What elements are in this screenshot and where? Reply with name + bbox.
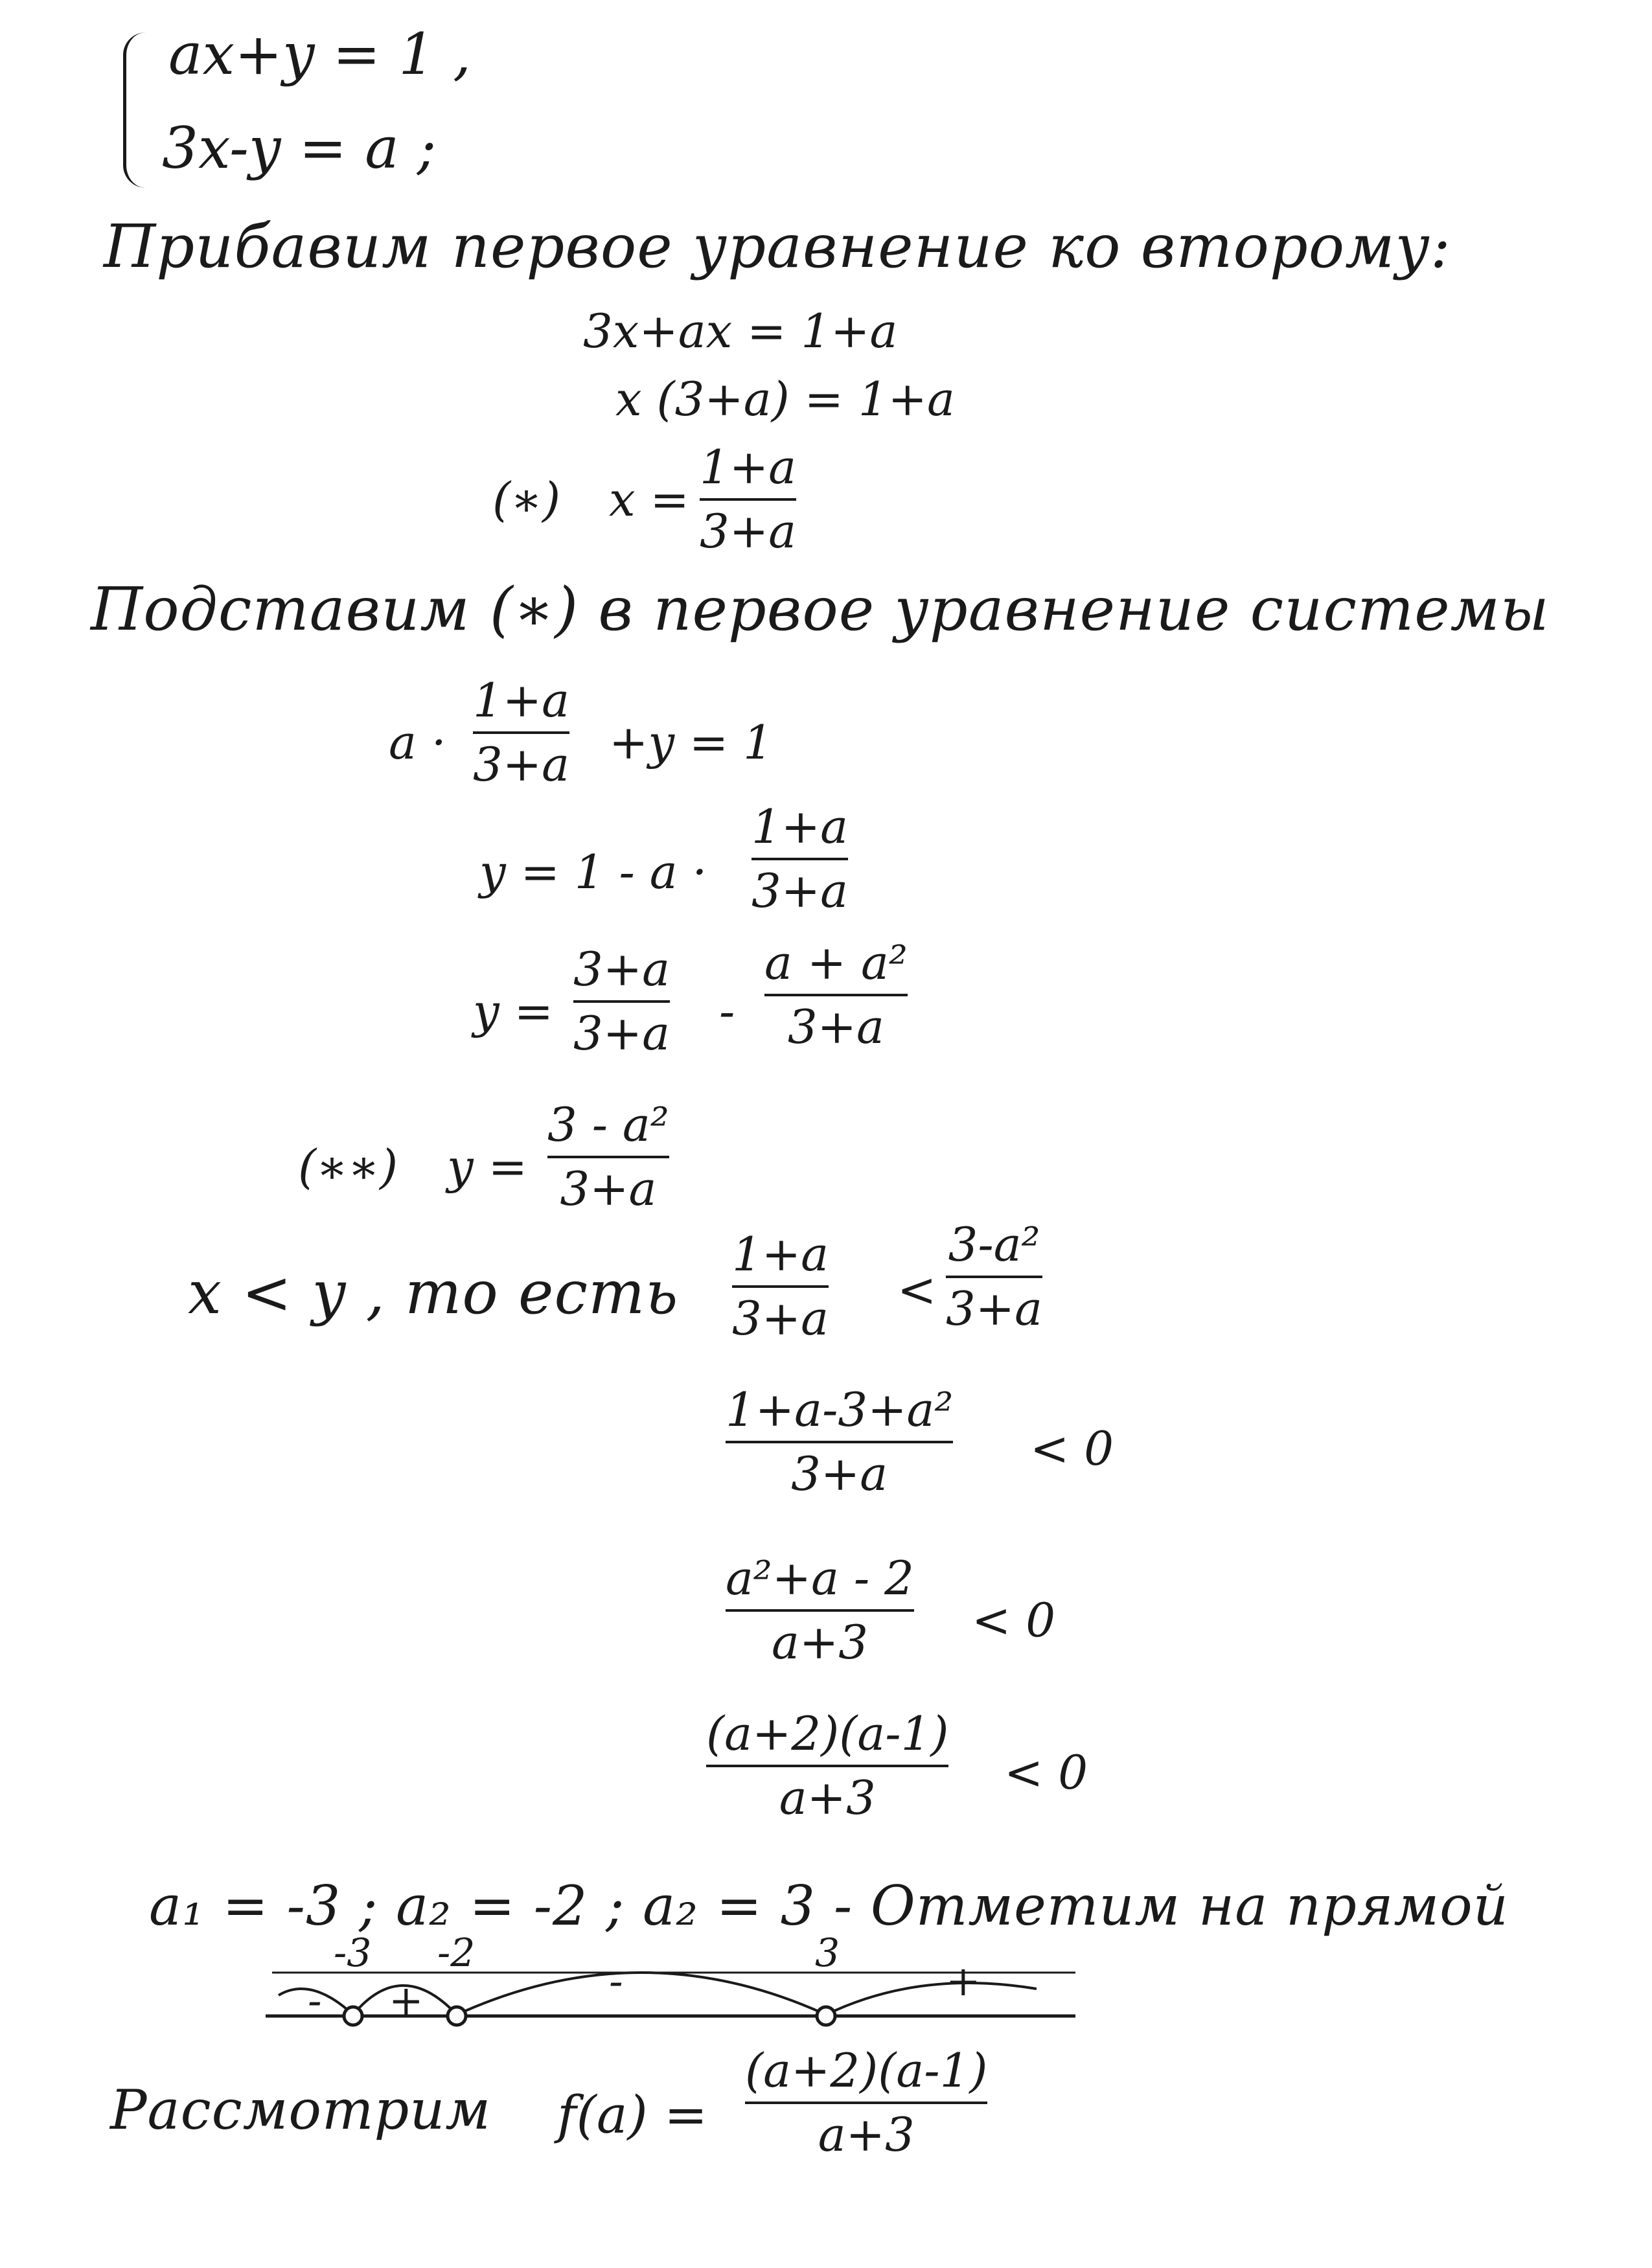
- arc-2: [457, 1973, 826, 2015]
- fraction-numerator: 1+a: [473, 673, 570, 727]
- step2-l4-mark: (∗∗): [298, 1140, 398, 1194]
- point-open-3: [817, 2007, 835, 2025]
- fraction-denominator: a+3: [779, 1770, 876, 1825]
- point-open-1: [344, 2007, 362, 2025]
- fraction-numerator: 3+a: [573, 942, 671, 996]
- step2-l1-a: a ·: [389, 715, 446, 770]
- fraction-numerator: a + a²: [764, 935, 908, 990]
- step2-l3-minus: -: [719, 984, 735, 1038]
- fraction-numerator: a²+a - 2: [726, 1551, 914, 1605]
- fraction-denominator: 3+a: [700, 503, 797, 558]
- fraction-numerator: 1+a: [751, 799, 849, 854]
- point-label-1: -3: [334, 1930, 372, 1976]
- fraction-numerator: 3 - a²: [547, 1097, 669, 1152]
- step3-i2-rhs: < 0: [1030, 1421, 1114, 1476]
- system-eq1: ax+y = 1 ,: [168, 21, 472, 87]
- step2-l2-lhs: y = 1 - a ·: [479, 845, 707, 899]
- step3-text: x < y , то есть: [188, 1258, 679, 1327]
- fraction-numerator: 3-a²: [948, 1217, 1040, 1272]
- fraction-denominator: 3+a: [787, 999, 884, 1054]
- step3-i4-rhs: < 0: [1004, 1745, 1088, 1800]
- fraction-denominator: 3+a: [946, 1281, 1043, 1336]
- step1-x-lhs: x =: [609, 472, 689, 527]
- step2-l1-rest: +y = 1: [609, 715, 773, 770]
- step3-i3-rhs: < 0: [972, 1593, 1056, 1647]
- roots-text: a₁ = -3 ; a₂ = -2 ; a₂ = 3 - Отметим на прямой: [149, 1874, 1509, 1938]
- fraction-bar: [745, 2102, 987, 2104]
- fraction-numerator: 1+a: [732, 1227, 829, 1281]
- sign-3: -: [609, 1958, 623, 2006]
- fraction-denominator: a+3: [818, 2107, 915, 2162]
- fraction-denominator: 3+a: [473, 737, 570, 792]
- sign-2: +: [389, 1977, 424, 2025]
- sign-1: -: [308, 1977, 322, 2025]
- step1-text: Прибавим первое уравнение ко второму:: [104, 212, 1451, 281]
- arc-3: [826, 1983, 1037, 2015]
- point-label-3: 3: [815, 1930, 840, 1976]
- step1-mark: (∗): [492, 472, 561, 527]
- system-eq2: 3x-y = a ;: [162, 115, 437, 181]
- step3-ineq-sign: <: [897, 1263, 937, 1317]
- final-f-fraction: [745, 2044, 987, 2162]
- fraction-denominator: 3+a: [732, 1290, 829, 1346]
- step2-l4-lhs: y =: [447, 1140, 527, 1194]
- step1-line2: x (3+a) = 1+a: [615, 372, 955, 426]
- fraction-numerator: 1+a: [700, 440, 797, 494]
- fraction-denominator: 3+a: [560, 1161, 657, 1216]
- fraction-denominator: 3+a: [573, 1005, 671, 1060]
- final-f-lhs: f(a) =: [557, 2085, 708, 2145]
- step2-text: Подставим (∗) в первое уравнение системы: [91, 575, 1550, 644]
- fraction-denominator: 3+a: [751, 863, 849, 918]
- point-open-2: [448, 2007, 466, 2025]
- fraction-numerator: (a+2)(a-1): [706, 1706, 949, 1761]
- fraction-denominator: a+3: [771, 1614, 868, 1669]
- point-label-2: -2: [437, 1930, 476, 1976]
- fraction-denominator: 3+a: [791, 1446, 888, 1501]
- sign-4: +: [946, 1958, 981, 2006]
- step1-line1: 3x+ax = 1+a: [583, 304, 898, 358]
- final-text: Рассмотрим: [110, 2078, 492, 2142]
- step2-l3-lhs: y =: [473, 984, 553, 1038]
- fraction-numerator: (a+2)(a-1): [745, 2043, 988, 2098]
- fraction-numerator: 1+a-3+a²: [726, 1382, 954, 1437]
